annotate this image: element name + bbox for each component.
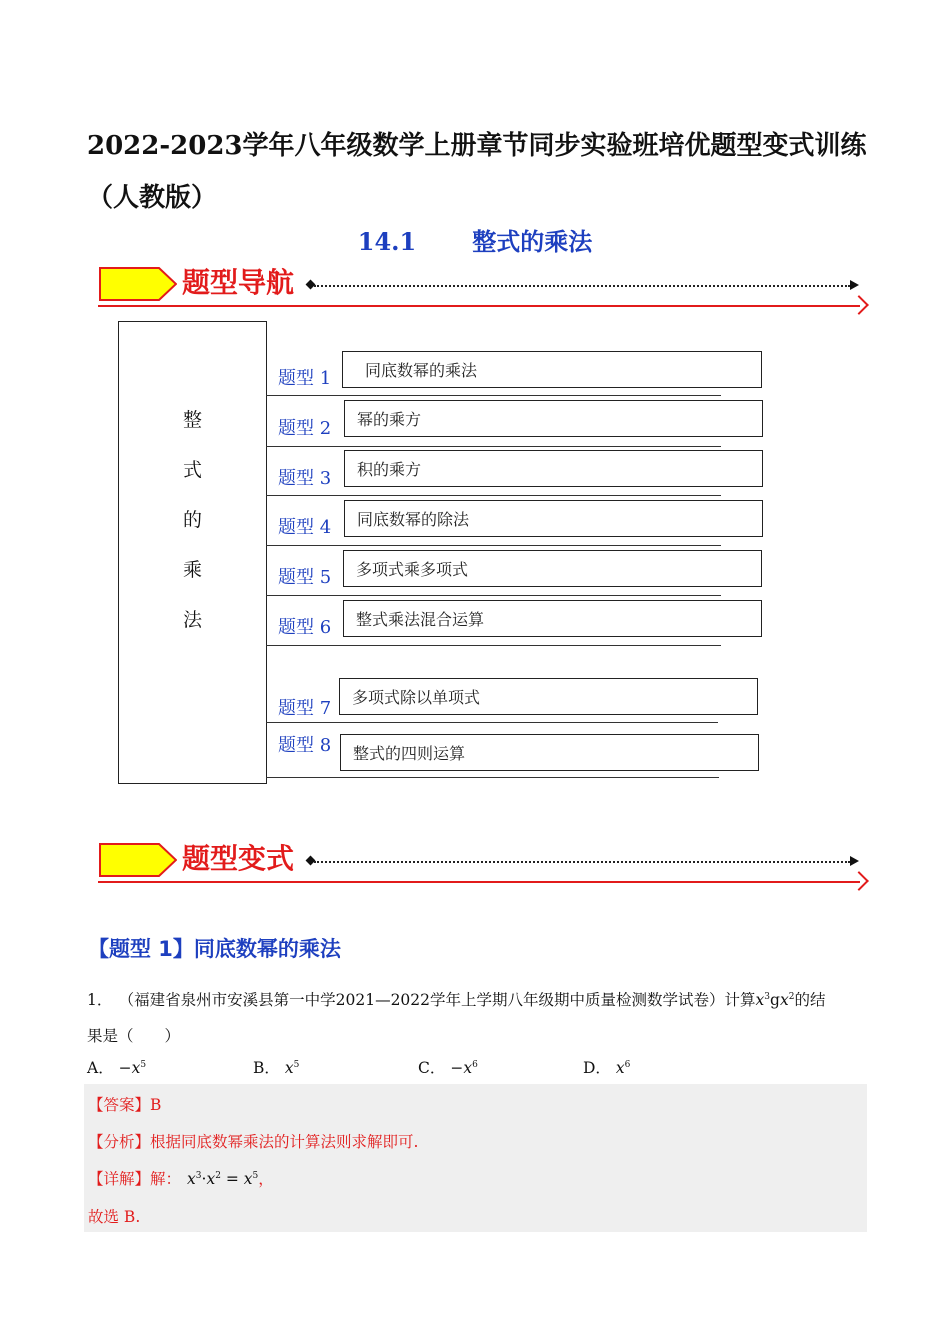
type-box-5[interactable]: 多项式乘多项式 [343,550,762,587]
connector-line [266,645,721,646]
connector-line [266,545,721,546]
arrow-tag-icon [99,843,177,877]
type-label-7[interactable]: 题型 7 [278,698,332,719]
type-box-4[interactable]: 同底数幂的除法 [344,500,763,537]
nav-banner [96,267,868,317]
type-box-6[interactable]: 整式乘法混合运算 [343,600,762,637]
red-divider [98,881,860,883]
question-text-end: 的结 [794,991,826,1009]
type-box-7[interactable]: 多项式除以单项式 [339,678,758,715]
option-d[interactable]: D． $x^6$ [583,1059,631,1077]
type-box-2[interactable]: 幂的乘方 [344,400,763,437]
variant-banner-label: 题型变式 [182,842,295,875]
red-arrowhead-icon [849,295,869,315]
expr-exponent: 2 [788,991,795,1002]
section-name: 整式的乘法 [472,227,593,256]
answer-value: B [150,1096,162,1114]
section-number: 14.1 [357,227,417,256]
type-label-4[interactable]: 题型 4 [278,517,332,538]
question-1-text [87,982,872,1054]
conclusion-line: 故选 B. [88,1208,141,1226]
connector-line [266,395,721,396]
expr-exponent: 3 [764,991,771,1002]
question-source: （福建省泉州市安溪县第一中学2021—2022学年上学期八年级期中质量检测数学试卷）计算 [126,991,756,1009]
topic-box [118,321,267,784]
answer-panel [84,1084,867,1232]
red-divider [98,305,860,307]
arrow-tag-icon [99,267,177,301]
expr-base: x [779,991,789,1009]
type-label-5[interactable]: 题型 5 [278,567,332,588]
type-box-8[interactable]: 整式的四则运算 [340,734,759,771]
type-label-2[interactable]: 题型 2 [278,418,332,439]
analysis-line: 【分析】根据同底数幂乘法的计算法则求解即可. [88,1133,419,1151]
dotted-divider [314,861,850,863]
option-c[interactable]: C． $-x^6$ [418,1059,478,1077]
question-line-1 [87,982,872,1018]
arrowhead-icon [850,280,859,290]
connector-line [266,495,721,496]
document-title: 2022-2023学年八年级数学上册章节同步实验班培优题型变式训练（人教版） [87,131,867,213]
answer-line: 【答案】B [88,1096,162,1114]
connector-line [266,777,719,778]
topic-char: 整 [182,409,202,431]
arrowhead-icon [850,856,859,866]
section-title [0,222,950,257]
detail-line: 【详解】解： $x^3\cdot x^2 = x^5$， [88,1170,274,1188]
topic-char: 式 [182,459,202,481]
question-type-heading: 【题型 1】同底数幂的乘法 [88,937,341,961]
type-label-3[interactable]: 题型 3 [278,468,332,489]
type-label-8[interactable]: 题型 8 [278,735,332,756]
red-arrowhead-icon [849,871,869,891]
variant-banner [96,843,868,893]
expr-base: x [755,991,765,1009]
type-label-1[interactable]: 题型 1 [278,368,332,389]
nav-banner-label: 题型导航 [182,266,295,299]
connector-line [266,446,721,447]
type-label-6[interactable]: 题型 6 [278,617,332,638]
question-number: 1． [87,991,113,1009]
connector-line [266,595,721,596]
topic-char: 乘 [182,559,202,581]
type-box-3[interactable]: 积的乘方 [344,450,763,487]
option-b[interactable]: B． $x^5$ [253,1059,300,1077]
option-a[interactable]: A． $-x^5$ [87,1059,147,1077]
dotted-divider [314,285,850,287]
topic-char: 的 [182,509,202,531]
topic-char: 法 [182,609,202,631]
type-box-1[interactable]: 同底数幂的乘法 [342,351,762,388]
question-line-2: 果是（ ） [87,1027,181,1045]
connector-line [266,722,718,723]
expr-dot: g [770,991,780,1009]
